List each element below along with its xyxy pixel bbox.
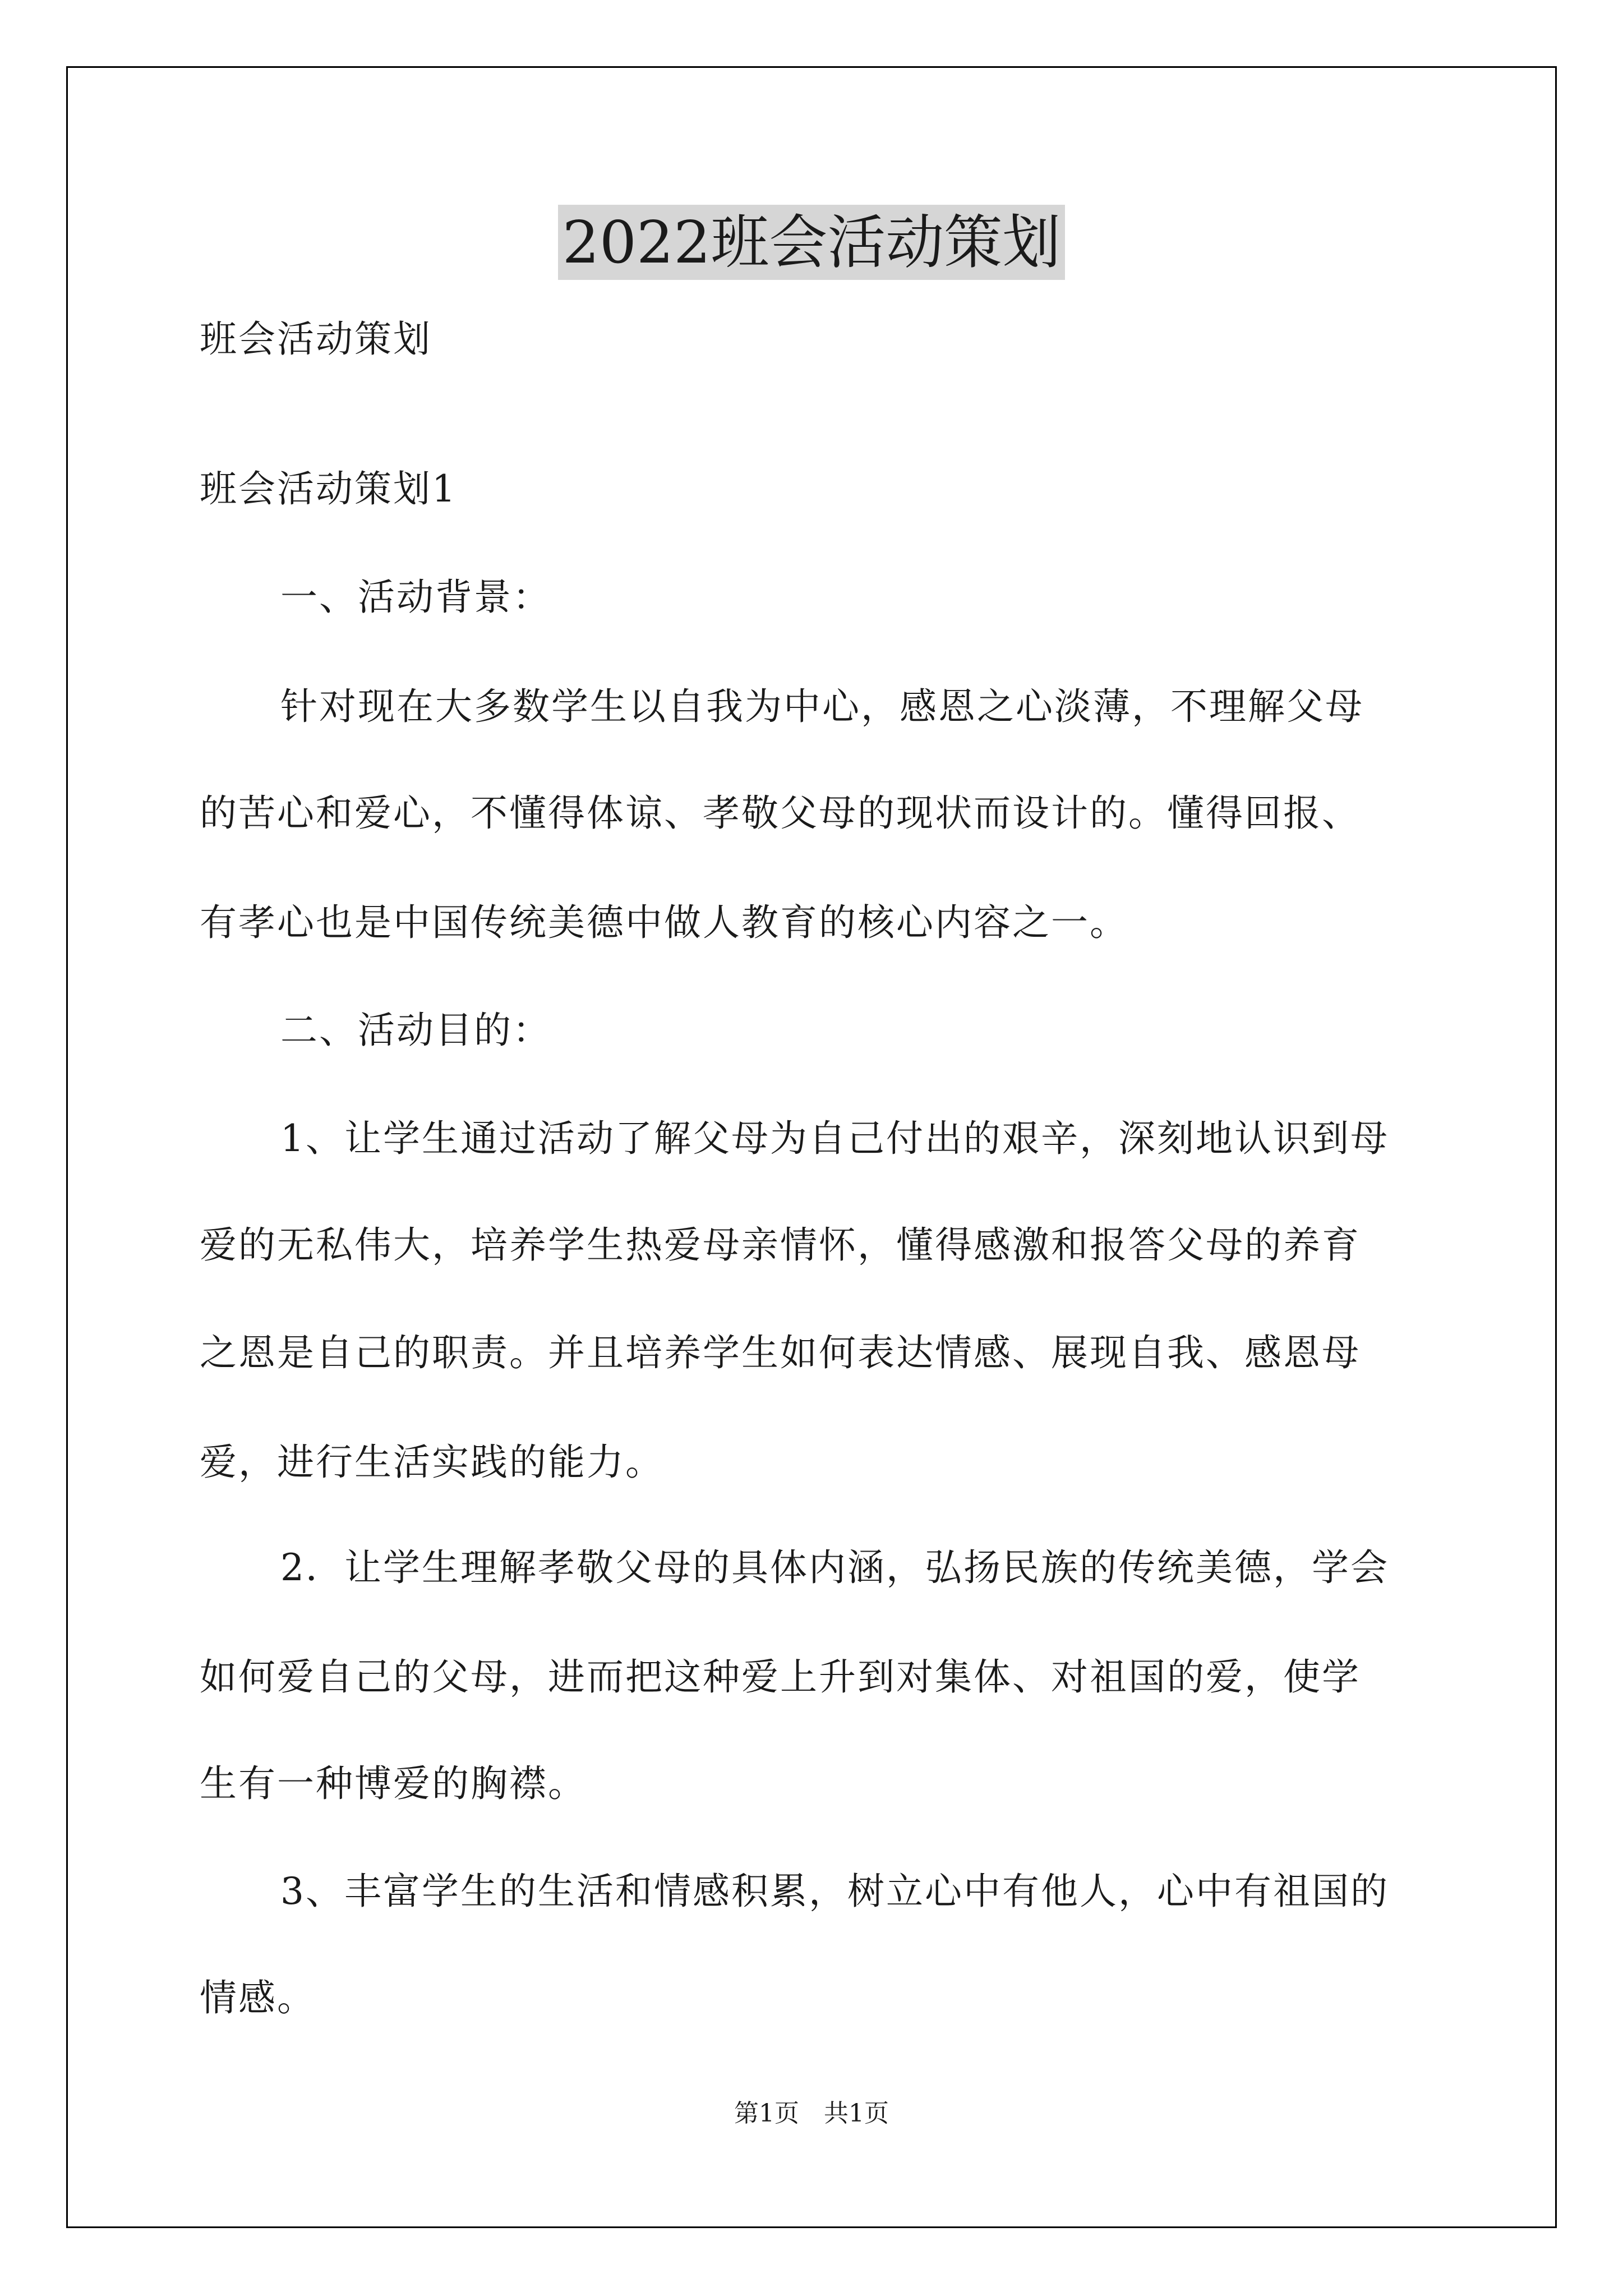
section-heading: 班会活动策划1 <box>200 467 457 510</box>
paragraph-line: 有孝心也是中国传统美德中做人教育的核心内容之一。 <box>200 901 1128 944</box>
page-footer: 第1页 共1页 <box>734 2099 889 2128</box>
heading-purpose: 二、活动目的： <box>280 1009 551 1052</box>
paragraph-line: 情感。 <box>200 1976 316 2019</box>
paragraph-line: 如何爱自己的父母，进而把这种爱上升到对集体、对祖国的爱，使学 <box>200 1655 1361 1699</box>
paragraph-line: 生有一种博爱的胸襟。 <box>200 1762 587 1805</box>
document-title-text: 2022班会活动策划 <box>558 205 1066 280</box>
heading-background: 一、活动背景： <box>280 576 551 619</box>
subtitle-line: 班会活动策划 <box>200 318 432 361</box>
paragraph-line: 2．让学生理解孝敬父母的具体内涵，弘扬民族的传统美德，学会 <box>280 1546 1389 1589</box>
paragraph-line: 爱，进行生活实践的能力。 <box>200 1441 664 1484</box>
document-title <box>0 209 1623 276</box>
paragraph-line: 针对现在大多数学生以自我为中心，感恩之心淡薄，不理解父母 <box>280 685 1364 728</box>
paragraph-line: 1、让学生通过活动了解父母为自己付出的艰辛，深刻地认识到母 <box>280 1117 1389 1160</box>
paragraph-line: 3、丰富学生的生活和情感积累，树立心中有他人，心中有祖国的 <box>280 1870 1389 1913</box>
paragraph-line: 的苦心和爱心，不懂得体谅、孝敬父母的现状而设计的。懂得回报、 <box>200 792 1361 835</box>
paragraph-line: 之恩是自己的职责。并且培养学生如何表达情感、展现自我、感恩母 <box>200 1331 1361 1374</box>
paragraph-line: 爱的无私伟大，培养学生热爱母亲情怀，懂得感激和报答父母的养育 <box>200 1223 1361 1267</box>
